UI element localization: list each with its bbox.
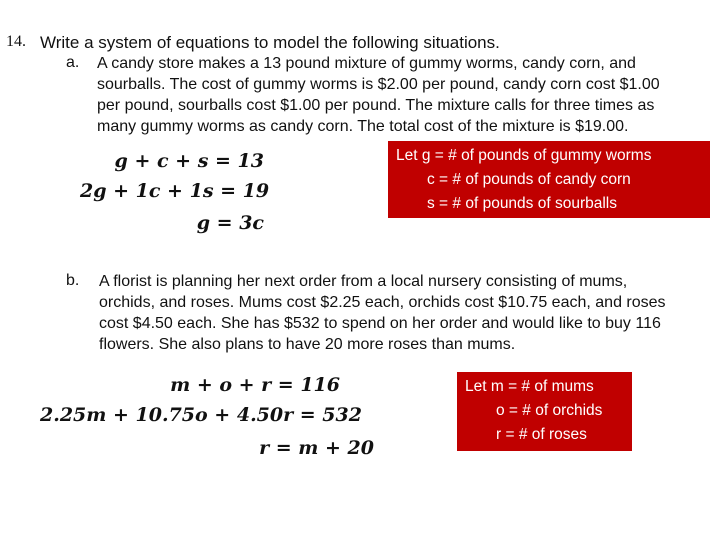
part-b-line: orchids, and roses. Mums cost $2.25 each, orchids cost $10.75 each, and roses bbox=[99, 294, 666, 311]
part-a-definition-s: s = # of pounds of sourballs bbox=[427, 195, 617, 212]
part-a-line: A candy store makes a 13 pound mixture of gummy worms, candy corn, and bbox=[97, 55, 636, 72]
problem-intro: Write a system of equations to model the following situations. bbox=[40, 33, 500, 52]
part-b-text bbox=[99, 271, 666, 355]
part-a-definition-c: c = # of pounds of candy corn bbox=[427, 171, 631, 188]
part-a-text bbox=[97, 53, 660, 137]
part-b-definition-r: r = # of roses bbox=[496, 426, 587, 443]
part-b-line: flowers. She also plans to have 20 more roses than mums. bbox=[99, 336, 516, 353]
part-b-equation-2: 2.25m + 10.75o + 4.50r = 532 bbox=[40, 404, 362, 426]
part-b-variable-definitions bbox=[457, 372, 632, 451]
part-b-line: A florist is planning her next order from a local nursery consisting of mums, bbox=[99, 273, 628, 290]
part-a-equation-2: 2g + 1c + 1s = 19 bbox=[80, 180, 270, 202]
part-b-letter: b. bbox=[66, 272, 80, 289]
part-b-equation-3: r = m + 20 bbox=[259, 437, 374, 459]
part-b-line: cost $4.50 each. She has $532 to spend on her order and would like to buy 116 bbox=[99, 315, 661, 332]
problem-number: 14. bbox=[6, 33, 26, 50]
part-a-line: sourballs. The cost of gummy worms is $2.00 per pound, candy corn cost $1.00 bbox=[97, 76, 660, 93]
part-a-line: many gummy worms as candy corn. The total cost of the mixture is $19.00. bbox=[97, 118, 629, 135]
part-a-definition-g: Let g = # of pounds of gummy worms bbox=[396, 147, 652, 164]
part-a-variable-definitions bbox=[388, 141, 710, 218]
part-a-equation-1: g + c + s = 13 bbox=[114, 150, 264, 172]
part-a-letter: a. bbox=[66, 54, 80, 71]
part-b-equation-1: m + o + r = 116 bbox=[170, 374, 340, 396]
part-a-equation-3: g = 3c bbox=[196, 212, 264, 234]
part-a-line: per pound, sourballs cost $1.00 per pound. The mixture calls for three times as bbox=[97, 97, 655, 114]
part-b-definition-o: o = # of orchids bbox=[496, 402, 603, 419]
part-b-definition-m: Let m = # of mums bbox=[465, 378, 594, 395]
